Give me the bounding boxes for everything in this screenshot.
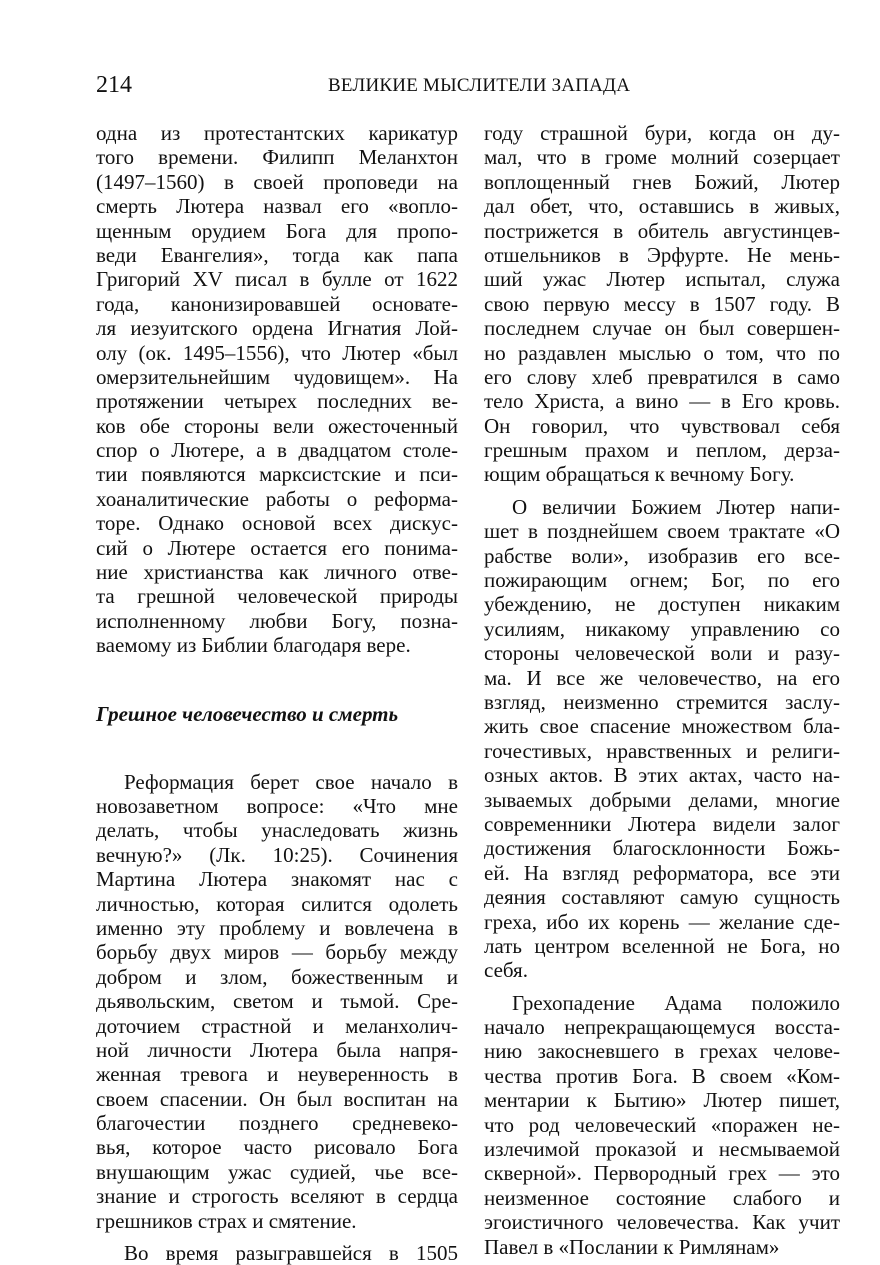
text-line: веди Евангелия», тогда как папа	[96, 242, 458, 267]
text-line: личностью, которая силится одолеть	[96, 891, 458, 916]
text-line: чества против Бога. В своем «Ком-	[484, 1063, 840, 1088]
text-line: современники Лютера видели залог	[484, 811, 840, 836]
text-line: усилиям, никакому управлению со	[484, 616, 840, 641]
text-line: щенным орудием Бога для пропо-	[96, 218, 458, 243]
page-number: 214	[96, 72, 132, 98]
text-line: грешным прахом и пеплом, дерза-	[484, 438, 840, 463]
text-line: доточием страстной и меланхолич-	[96, 1013, 458, 1038]
paragraph	[96, 770, 458, 1233]
text-line: ющим обращаться к вечному Богу.	[484, 462, 795, 487]
text-line: того времени. Филипп Меланхтон	[96, 145, 458, 170]
text-line: торе. Однако основой всех дискус-	[96, 511, 458, 536]
text-line: вья, которое часто рисовало Бога	[96, 1135, 458, 1160]
text-line: Реформация берет свое начало в	[124, 769, 458, 794]
text-line: исполненному любви Богу, позна-	[96, 608, 458, 633]
text-line: эгоистичного человечества. Как учит	[484, 1210, 840, 1235]
text-line: себя.	[484, 958, 528, 983]
text-line: деяния составляют самую сущность	[484, 885, 840, 910]
text-line: внушающим ужас судией, чье все-	[96, 1159, 458, 1184]
text-line: стороны человеческой воли и разу-	[484, 641, 840, 666]
text-line: дал обет, что, оставшись в живых,	[484, 194, 840, 219]
running-head	[96, 70, 836, 100]
text-line: свою первую мессу в 1507 году. В	[484, 291, 840, 316]
text-line: вечную?» (Лк. 10:25). Сочинения	[96, 842, 458, 867]
paragraph	[484, 991, 840, 1259]
text-line: знание и строгость вселяют в сердца	[96, 1184, 458, 1209]
text-line: благочестии позднего средневеко-	[96, 1111, 458, 1136]
text-line: тии появляются марксистские и пси-	[96, 462, 458, 487]
text-line: начало непрекращающемуся восста-	[484, 1015, 840, 1040]
text-line: жить свое спасение множеством бла-	[484, 714, 840, 739]
text-line: убеждению, не доступен никаким	[484, 592, 840, 617]
text-line: борьбу двух миров — борьбу между	[96, 940, 458, 965]
text-line: года, канонизировавшей основате-	[96, 291, 458, 316]
text-line: ваемому из Библии благодаря вере.	[96, 633, 411, 658]
text-line: зываемых добрыми делами, многие	[484, 787, 840, 812]
text-line: излечимой проказой и несмываемой	[484, 1137, 840, 1162]
text-line: одна из протестантских карикатур	[96, 121, 458, 145]
left-column	[96, 121, 458, 1265]
text-line: Григорий XV писал в булле от 1622	[96, 267, 458, 292]
text-line: мал, что в громе молний созерцает	[484, 145, 840, 170]
text-line: ков обе стороны вели ожесточенный	[96, 413, 458, 438]
text-line: его слову хлеб превратился в само	[484, 364, 840, 389]
text-line: пожирающим огнем; Бог, по его	[484, 568, 840, 593]
text-line: лать центром вселенной не Бога, но	[484, 933, 840, 958]
text-line: ля иезуитского ордена Игнатия Лой-	[96, 316, 458, 341]
text-line: греха, ибо их корень — желание сде-	[484, 909, 840, 934]
text-line: ей. На взгляд реформатора, все эти	[484, 860, 840, 885]
text-line: Павел в «Послании к Римлянам»	[484, 1234, 780, 1259]
text-line: именно эту проблему и вовлечена в	[96, 915, 458, 940]
text-line: делать, чтобы унаследовать жизнь	[96, 818, 458, 843]
text-line: женная тревога и неуверенность в	[96, 1062, 458, 1087]
text-line: дьявольским, светом и тьмой. Сре-	[96, 989, 458, 1014]
text-line: достижения благосклонности Божь-	[484, 836, 840, 861]
text-line: та грешной человеческой природы	[96, 584, 458, 609]
text-line: ма. И все же человечество, на его	[484, 665, 840, 690]
text-line: рабстве воли», изобразив его все-	[484, 543, 840, 568]
paragraph	[96, 121, 458, 658]
text-line: Грехопадение Адама положило	[512, 990, 840, 1015]
text-line: сий о Лютере остается его понима-	[96, 535, 458, 560]
text-line: Во время разыгравшейся в 1505	[124, 1241, 458, 1265]
text-line: воплощенный гнев Божий, Лютер	[484, 169, 840, 194]
running-title: ВЕЛИКИЕ МЫСЛИТЕЛИ ЗАПАДА	[328, 75, 631, 96]
text-line: смерть Лютера назвал его «вопло-	[96, 194, 458, 219]
text-line: нию закосневшего в грехах челове-	[484, 1039, 840, 1064]
text-line: году страшной бури, когда он ду-	[484, 121, 840, 145]
text-line: новозаветном вопросе: «Что мне	[96, 793, 458, 818]
text-line: неизменное состояние слабого и	[484, 1185, 840, 1210]
paragraph	[484, 495, 840, 983]
text-line: Мартина Лютера знакомят нас с	[96, 867, 458, 892]
text-line: своем спасении. Он был воспитан на	[96, 1086, 458, 1111]
text-line: грешников страх и смятение.	[96, 1208, 357, 1233]
text-line: озных актов. В этих актах, часто на-	[484, 763, 840, 788]
text-line: но раздавлен мыслью о том, что по	[484, 340, 840, 365]
text-line: скверной». Первородный грех — это	[484, 1161, 840, 1186]
section-subheading: Грешное человечество и смерть	[96, 701, 399, 726]
text-line: (1497–1560) в своей проповеди на	[96, 169, 458, 194]
text-line: олу (ок. 1495–1556), что Лютер «был	[96, 340, 458, 365]
text-line: спор о Лютере, а в двадцатом столе-	[96, 438, 458, 463]
text-line: ший ужас Лютер испытал, служа	[484, 267, 840, 292]
text-line: ментарии к Бытию» Лютер пишет,	[484, 1088, 840, 1113]
text-line: омерзительнейшим чудовищем». На	[96, 364, 458, 389]
text-line: ной личности Лютера была напря-	[96, 1037, 458, 1062]
text-line: О величии Божием Лютер напи-	[512, 494, 840, 519]
text-line: взгляд, неизменно стремится заслу-	[484, 689, 840, 714]
text-line: что род человеческий «поражен не-	[484, 1112, 840, 1137]
text-line: тело Христа, а вино — в Его кровь.	[484, 389, 840, 414]
text-line: хоаналитические работы о реформа-	[96, 486, 458, 511]
right-column	[484, 121, 840, 1259]
text-line: добром и злом, божественным и	[96, 964, 458, 989]
text-line: последнем случае он был совершен-	[484, 316, 840, 341]
text-line: протяжении четырех последних ве-	[96, 389, 458, 414]
text-line: отшельников в Эрфурте. Не мень-	[484, 242, 840, 267]
text-line: пострижется в обитель августинцев-	[484, 218, 840, 243]
text-line: ние христианства как личного отве-	[96, 560, 458, 585]
text-line: Он говорил, что чувствовал себя	[484, 413, 840, 438]
text-line: гочестивых, нравственных и религи-	[484, 738, 840, 763]
text-line: шет в позднейшем своем трактате «О	[484, 519, 840, 544]
paragraph	[484, 121, 840, 487]
